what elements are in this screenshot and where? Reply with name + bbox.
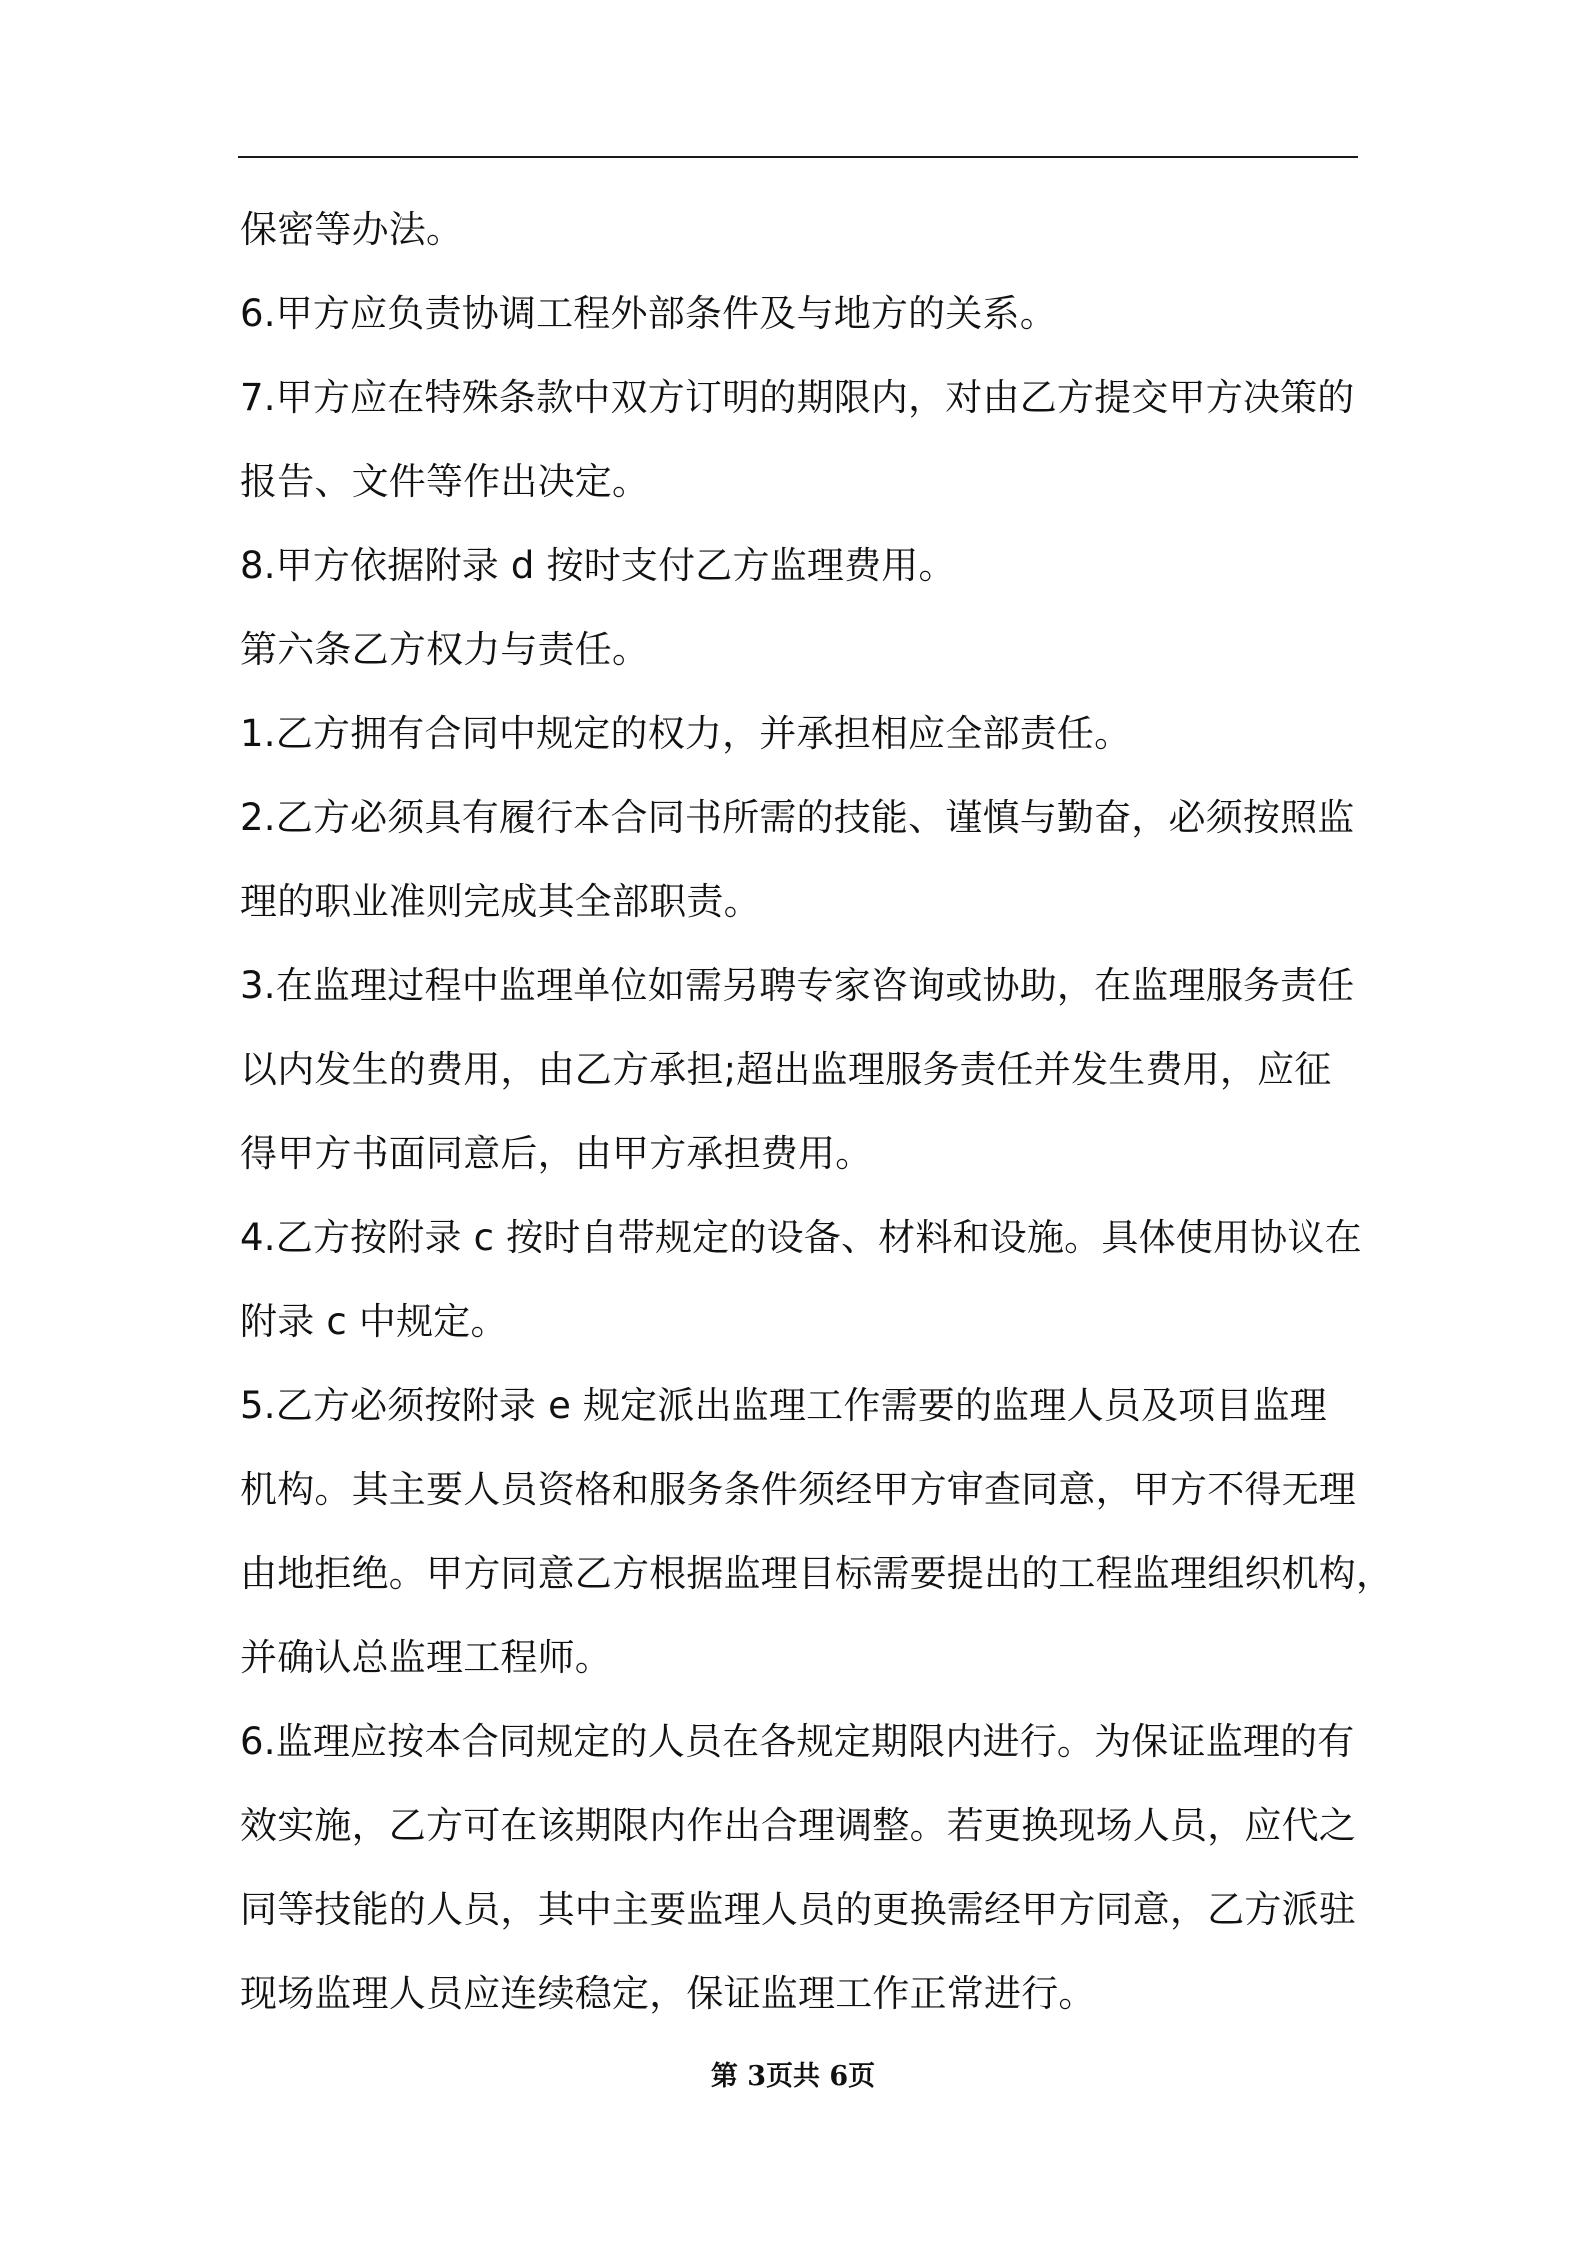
document-body	[240, 188, 1394, 2036]
section-heading: 第六条乙方权力与责任。	[240, 628, 650, 671]
text-line: 6.甲方应负责协调工程外部条件及与地方的关系。	[240, 292, 1057, 335]
text-line: 附录 c 中规定。	[240, 1300, 508, 1343]
text-line: 3.在监理过程中监理单位如需另聘专家咨询或协助，在监理服务责任	[240, 964, 1355, 1007]
text-line: 现场监理人员应连续稳定，保证监理工作正常进行。	[240, 1972, 1096, 2015]
page-number: 第 3页共 6页	[710, 2061, 876, 2092]
text-line: 6.监理应按本合同规定的人员在各规定期限内进行。为保证监理的有	[240, 1720, 1355, 1763]
text-line: 并确认总监理工程师。	[240, 1636, 612, 1679]
text-line: 5.乙方必须按附录 e 规定派出监理工作需要的监理人员及项目监理	[240, 1384, 1327, 1427]
text-line: 理的职业准则完成其全部职责。	[240, 880, 761, 923]
text-line: 报告、文件等作出决定。	[240, 460, 650, 503]
text-line: 效实施，乙方可在该期限内作出合理调整。若更换现场人员，应代之	[240, 1804, 1356, 1847]
text-line: 7.甲方应在特殊条款中双方订明的期限内，对由乙方提交甲方决策的	[240, 376, 1355, 419]
text-line: 8.甲方依据附录 d 按时支付乙方监理费用。	[240, 544, 956, 587]
text-line: 以内发生的费用，由乙方承担;超出监理服务责任并发生费用，应征	[240, 1048, 1332, 1091]
text-line: 1.乙方拥有合同中规定的权力，并承担相应全部责任。	[240, 712, 1132, 755]
text-line: 得甲方书面同意后，由甲方承担费用。	[240, 1132, 873, 1175]
text-line: 同等技能的人员，其中主要监理人员的更换需经甲方同意，乙方派驻	[240, 1888, 1356, 1931]
text-line: 4.乙方按附录 c 按时自带规定的设备、材料和设施。具体使用协议在	[240, 1216, 1362, 1259]
text-line: 机构。其主要人员资格和服务条件须经甲方审查同意，甲方不得无理	[240, 1468, 1356, 1511]
text-line: 2.乙方必须具有履行本合同书所需的技能、谨慎与勤奋，必须按照监	[240, 796, 1355, 839]
text-line: 由地拒绝。甲方同意乙方根据监理目标需要提出的工程监理组织机构，	[240, 1552, 1394, 1595]
text-line: 保密等办法。	[240, 208, 464, 251]
header-rule	[238, 156, 1358, 158]
